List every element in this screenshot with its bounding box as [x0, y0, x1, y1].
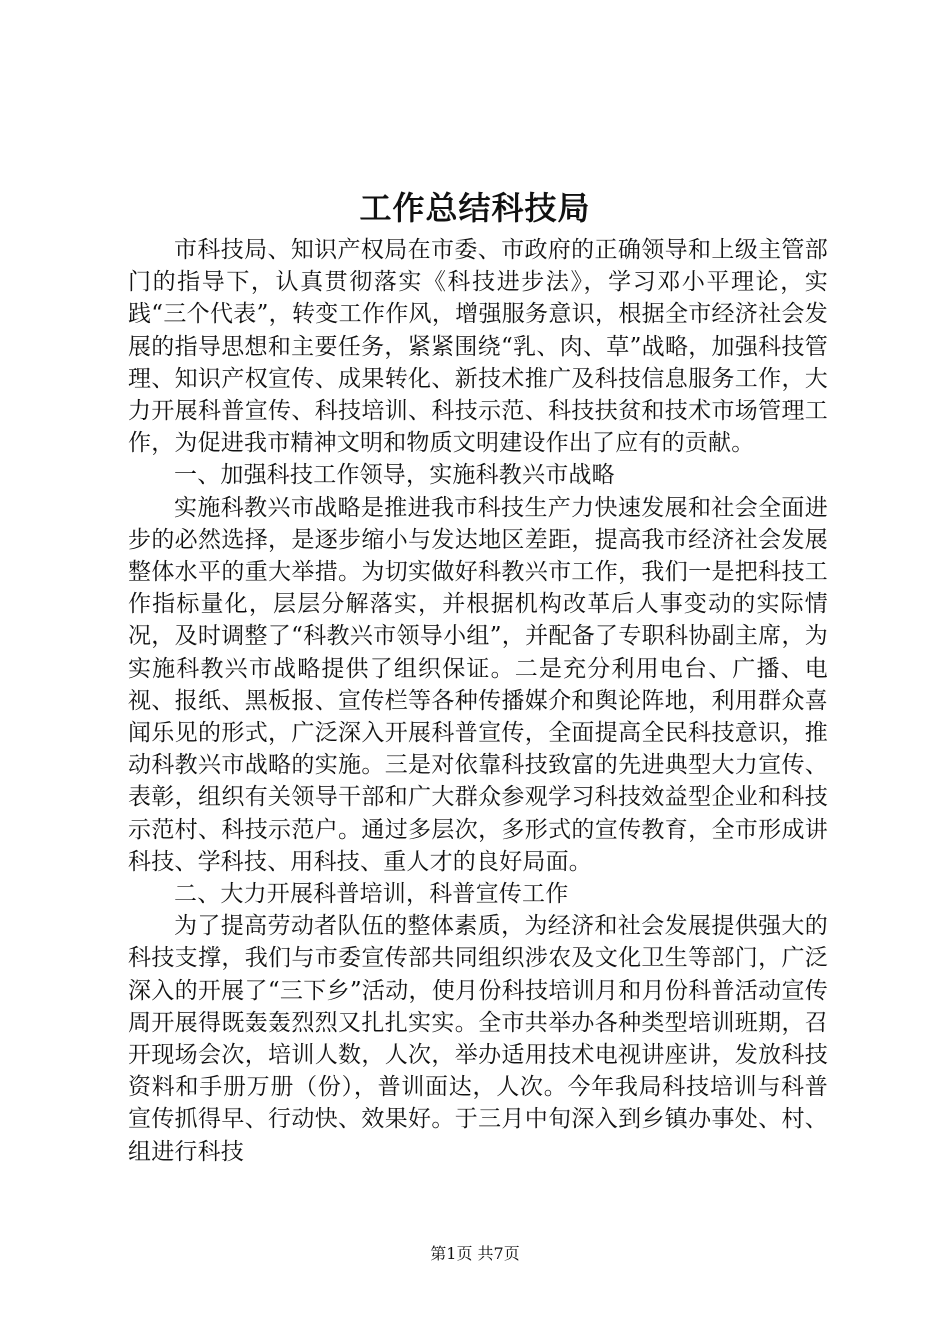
document-body — [128, 234, 828, 1168]
document-title: 工作总结科技局 — [359, 189, 591, 227]
paragraph-section-2: 为了提高劳动者队伍的整体素质，为经济和社会发展提供强大的科技支撑，我们与市委宣传部共同组织涉农及文化卫生等部门，广泛深入的开展了“三下乡”活动，使月份科技培训月和月份科普活动宣传周开展得既轰轰烈烈又扎扎实实。全市共举办各种类型培训班期，召开现场会次，培训人数，人次，举办适用技术电视讲座讲，发放科技资料和手册万册（份），普训面达，人次。今年我局科技培训与科普宣传抓得早、行动快、效果好。于三月中旬深入到乡镇办事处、村、组进行科技 — [128, 913, 828, 1165]
section-heading-2: 二、大力开展科普培训，科普宣传工作 — [174, 881, 569, 908]
paragraph-intro: 市科技局、知识产权局在市委、市政府的正确领导和上级主管部门的指导下，认真贯彻落实《科技进步法》，学习邓小平理论，实践“三个代表”，转变工作作风，增强服务意识，根据全市经济社会发展的指导思想和主要任务，紧紧围绕“乳、肉、草”战略，加强科技管理、知识产权宣传、成果转化、新技术推广及科技信息服务工作，大力开展科普宣传、科技培训、科技示范、科技扶贫和技术市场管理工作，为促进我市精神文明和物质文明建设作出了应有的贡献。 — [128, 237, 828, 457]
page-footer: 第1页 共7页 — [430, 1244, 520, 1263]
paragraph-section-1: 实施科教兴市战略是推进我市科技生产力快速发展和社会全面进步的必然选择，是逐步缩小与发达地区差距，提高我市经济社会发展整体水平的重大举措。为切实做好科教兴市工作，我们一是把科技工作指标量化，层层分解落实，并根据机构改革后人事变动的实际情况，及时调整了“科教兴市领导小组”，并配备了专职科协副主席，为实施科教兴市战略提供了组织保证。二是充分利用电台、广播、电视、报纸、黑板报、宣传栏等各种传播媒介和舆论阵地，利用群众喜闻乐见的形式，广泛深入开展科普宣传，全面提高全民科技意识，推动科教兴市战略的实施。三是对依靠科技致富的先进典型大力宣传、表彰，组织有关领导干部和广大群众参观学习科技效益型企业和科技示范村、科技示范户。通过多层次，多形式的宣传教育，全市形成讲科技、学科技、用科技、重人才的良好局面。 — [128, 494, 828, 875]
section-heading-1: 一、加强科技工作领导，实施科教兴市战略 — [174, 462, 615, 489]
